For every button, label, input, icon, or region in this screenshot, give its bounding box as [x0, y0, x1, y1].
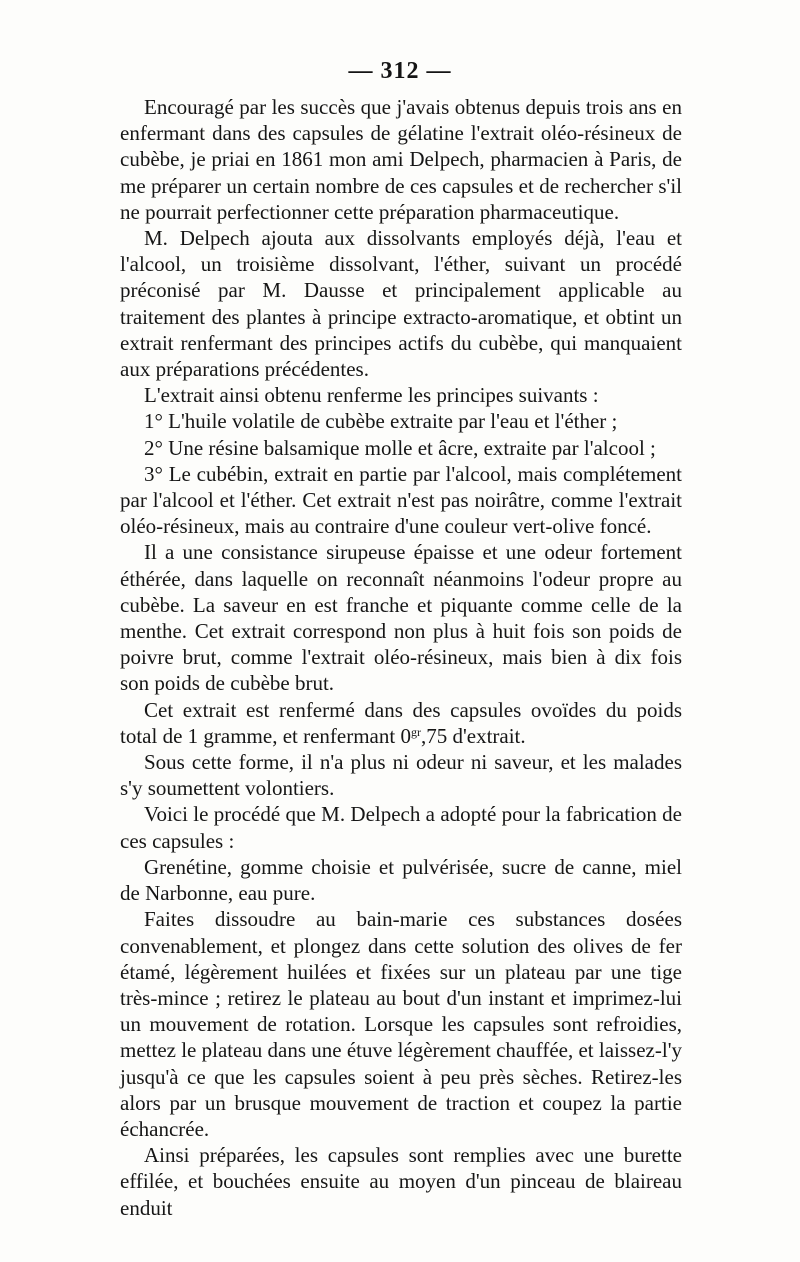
list-item: 1° L'huile volatile de cubèbe extraite par l'eau et l'éther ;: [144, 409, 618, 434]
list-item: 2° Une résine balsamique molle et âcre, extraite par l'alcool ;: [144, 435, 656, 460]
paragraph: Sous cette forme, il n'a plus ni odeur ni saveur, et les malades s'y soumettent volontiers.: [120, 750, 682, 801]
paragraph: Grenétine, gomme choisie et pulvérisée, sucre de canne, miel de Narbonne, eau pure.: [120, 854, 682, 906]
paragraph: Faites dissoudre au bain-marie ces substances dosées convenablement, et plongez dans cette solution des olives de fer étamé, légèrement huilées et fixées sur un plateau par une tige très-mince ; retirez le plateau au bout d'un instant et imprimez-lui un mouvement de rotation. Lorsque les capsules sont refroidies, mettez le plateau dans une étuve légèrement chauffée, et laissez-l'y jusqu'à ce que les capsules soient à peu près sèches. Retirez-les alors par un brusque mouvement de traction et coupez la partie échancrée.: [120, 907, 682, 1141]
paragraph: Ainsi préparées, les capsules sont remplies avec une burette effilée, et bouchées ensuite au moyen d'un pinceau de blaireau enduit: [120, 1143, 682, 1220]
list-item: 3° Le cubébin, extrait en partie par l'alcool, mais complétement par l'alcool et l'éther. Cet extrait n'est pas noirâtre, comme l'extrait oléo-résineux, mais au contraire d'une couleur vert-olive foncé.: [120, 461, 682, 539]
paragraph: Encouragé par les succès que j'avais obtenus depuis trois ans en enfermant dans des capsules de gélatine l'extrait oléo-résineux de cubèbe, je priai en 1861 mon ami Delpech, pharmacien à Paris, de me préparer un certain nombre de ces capsules et de rechercher s'il ne pourrait perfectionner cette préparation pharmaceutique.: [120, 95, 682, 224]
page-number: — 312 —: [348, 58, 452, 84]
unit-superscript: gr: [410, 724, 421, 739]
paragraph: [120, 697, 682, 749]
paragraph: Il a une consistance sirupeuse épaisse et une odeur fortement éthérée, dans laquelle on reconnaît néanmoins l'odeur propre au cubèbe. La saveur en est franche et piquante comme celle de la menthe. Cet extrait correspond non plus à huit fois son poids de poivre brut, comme l'extrait oléo-résineux, mais bien à dix fois son poids de cubèbe brut.: [120, 540, 682, 696]
paragraph: Voici le procédé que M. Delpech a adopté pour la fabrication de ces capsules :: [120, 802, 682, 853]
paragraph-text: ,75 d'extrait.: [420, 723, 526, 748]
paragraph: M. Delpech ajouta aux dissolvants employés déjà, l'eau et l'alcool, un troisième dissolvant, l'éther, suivant un procédé préconisé par M. Dausse et principalement applicable au traitement des plantes à principe extracto-aromatique, et obtint un extrait renfermant des principes actifs du cubèbe, qui manquaient aux préparations précédentes.: [120, 226, 682, 382]
body-text: [120, 94, 682, 1221]
paragraph-text: Cet extrait est renfermé dans des capsules ovoïdes du poids total de 1 gramme, et renfermant 0: [120, 697, 682, 748]
paragraph: L'extrait ainsi obtenu renferme les principes suivants :: [144, 383, 599, 408]
